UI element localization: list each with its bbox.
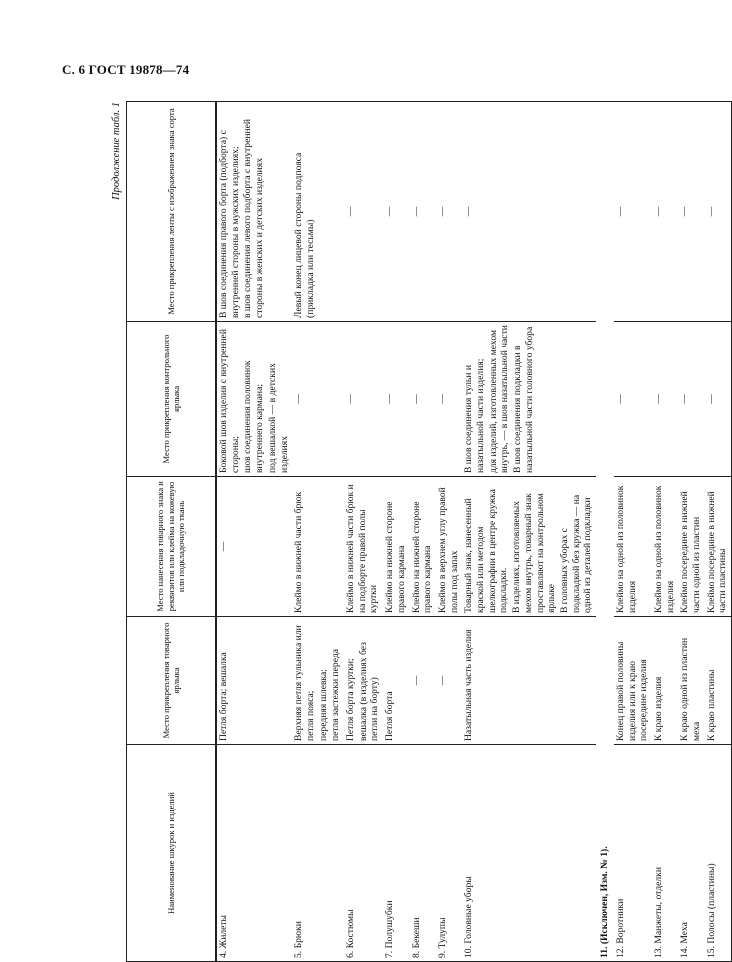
mark-place-cell — [652, 477, 678, 617]
control-place-cell — [344, 322, 383, 477]
label-place-cell — [678, 617, 704, 745]
control-place-cell — [410, 322, 436, 477]
cell-text: — — [652, 206, 664, 217]
item-name-cell: 15. Полосы (пластины) — [705, 745, 732, 962]
label-place-cell — [410, 617, 436, 745]
mark-place-cell — [462, 477, 596, 617]
ribbon-place-cell — [614, 102, 652, 322]
cell-text: Клеймо посередине в нижней части пластины — [705, 491, 729, 613]
item-name-cell: 11. (Исключен, Изм. № 1). — [596, 102, 614, 962]
mark-place-cell — [436, 477, 462, 617]
cell-text: Петля борта — [384, 691, 396, 741]
ribbon-place-cell — [436, 102, 462, 322]
cell-text: шов соединения половинок внутреннего кармана; — [242, 360, 266, 473]
cell-text: Петля борта куртки; — [345, 658, 357, 741]
item-name-cell: 7. Полушубки — [383, 745, 409, 962]
mark-place-cell — [216, 477, 292, 617]
cell-text: К краю пластины — [705, 669, 717, 741]
ribbon-place-cell — [216, 102, 292, 322]
cell-text: В головных уборах с подкладкой без кружка — на одной из деталей подкладки — [558, 494, 594, 613]
cell-text: К краю изделия — [652, 676, 664, 741]
item-name-cell: 12. Воротники — [614, 745, 652, 962]
label-place-cell — [705, 617, 732, 745]
cell-text: — — [436, 394, 448, 404]
item-name-cell: 9. Тулупы — [436, 745, 462, 962]
control-place-cell — [652, 322, 678, 477]
cell-text: — — [705, 394, 717, 404]
ribbon-place-cell — [705, 102, 732, 322]
table-row — [410, 102, 436, 962]
cell-text: Назатыльная часть изделия — [463, 629, 475, 741]
cell-text: — — [614, 394, 626, 404]
label-place-cell — [344, 617, 383, 745]
marking-table — [126, 101, 732, 962]
ribbon-place-cell — [292, 102, 344, 322]
cell-text: в шов соединения левого подборта с внутренней стороны в женских и детских изделиях — [242, 118, 266, 318]
label-place-cell — [462, 617, 596, 745]
cell-text: Клеймо в нижней части брюк — [293, 491, 305, 613]
control-place-cell — [383, 322, 409, 477]
item-name-cell: 6. Костюмы — [344, 745, 383, 962]
control-place-cell — [292, 322, 344, 477]
table-row — [383, 102, 409, 962]
cell-text: — — [679, 394, 691, 404]
cell-text: — — [463, 206, 475, 217]
cell-text: В шов соединения подкладки в назатыльной части головного убора — [512, 326, 535, 473]
cell-text: — — [410, 394, 422, 404]
cell-text: — — [705, 206, 717, 217]
mark-place-cell — [383, 477, 409, 617]
cell-text: Боковой шов изделия с внутренней стороны; — [218, 329, 241, 473]
table-row — [705, 102, 732, 962]
item-name-cell: 5. Брюки — [292, 745, 344, 962]
cell-text: Товарный знак, нанесенный краской или методом шелкографии в центре кружка подкладки. — [463, 489, 510, 613]
cell-text: — — [679, 206, 691, 217]
label-place-cell — [436, 617, 462, 745]
cell-text: — — [384, 394, 396, 404]
cell-text: В изделиях, изготовляемых мехом внутрь, товарный знак проставляют на контрольном ярлыке — [511, 493, 558, 613]
column-header-control-place: Место прикрепления контрольного ярлыка — [127, 322, 217, 477]
item-name-cell: 10. Головные уборы — [462, 745, 596, 962]
label-place-cell — [614, 617, 652, 745]
cell-text: В шов соединения тульи и назатыльной части изделия; — [463, 358, 487, 473]
mark-place-cell — [410, 477, 436, 617]
control-place-cell — [678, 322, 704, 477]
cell-text: — — [436, 206, 448, 217]
cell-text: Левый конец лицевой стороны подпояса (прикладка или тесьмы) — [293, 152, 316, 318]
rotated-table-block — [111, 102, 729, 962]
table-row — [596, 102, 614, 962]
ribbon-place-cell — [410, 102, 436, 322]
cell-text: — — [384, 206, 396, 217]
item-name-cell: 4. Жилеты — [216, 745, 292, 962]
cell-text: Клеймо на одной из половинок изделия — [614, 485, 638, 613]
cell-text: К краю одной из пластин меха — [679, 637, 703, 741]
cell-text: Клеймо в верхнем углу правой полы под запах — [436, 487, 460, 613]
table-row — [216, 102, 292, 962]
cell-text: — — [614, 206, 626, 217]
mark-place-cell — [344, 477, 383, 617]
column-header-ribbon-place: Место прикрепления ленты с изображением знака сорта — [127, 102, 217, 322]
cell-text: Верхняя петля тульника или петля пояса; — [293, 625, 316, 741]
control-place-cell — [436, 322, 462, 477]
label-place-cell — [652, 617, 678, 745]
mark-place-cell — [678, 477, 704, 617]
cell-text: — — [410, 675, 422, 686]
cell-text: — — [345, 394, 357, 404]
cell-text: Клеймо на одной из половинок изделия — [652, 485, 676, 613]
label-place-cell — [292, 617, 344, 745]
cell-text: передняя шлевка; — [317, 669, 329, 741]
label-place-cell — [216, 617, 292, 745]
control-place-cell — [216, 322, 292, 477]
cell-text: — — [436, 675, 448, 686]
control-place-cell — [614, 322, 652, 477]
cell-text: вешалка (в изделиях без петли на борту) — [357, 642, 381, 741]
ribbon-place-cell — [678, 102, 704, 322]
page-header: С. 6 ГОСТ 19878—74 — [62, 62, 190, 77]
cell-text: Клеймо на нижней стороне правого кармана — [384, 501, 407, 613]
mark-place-cell — [614, 477, 652, 617]
table-row — [614, 102, 652, 962]
cell-text: Клеймо посередине в нижней части одной из пластин — [679, 491, 703, 613]
table-row — [678, 102, 704, 962]
table-row — [292, 102, 344, 962]
column-header-name: Наименование шкурок и изделий — [127, 745, 217, 962]
cell-text: — — [410, 206, 422, 217]
table-row — [462, 102, 596, 962]
ribbon-place-cell — [652, 102, 678, 322]
item-name-cell: 13. Манжеты, отделки — [652, 745, 678, 962]
table-row — [436, 102, 462, 962]
cell-text: В шов соединения правого борта (подборта) с внутренней стороны в мужских изделиях; — [218, 130, 241, 318]
mark-place-cell — [705, 477, 732, 617]
cell-text: — — [218, 541, 229, 552]
ribbon-place-cell — [383, 102, 409, 322]
column-header-mark-place: Место нанесения товарного знака и реквизитов или клейма на кожевую или подкладочную ткань — [127, 477, 217, 617]
cell-text: — — [293, 394, 305, 404]
table-row — [344, 102, 383, 962]
table-row — [652, 102, 678, 962]
control-place-cell — [705, 322, 732, 477]
cell-text: для изделий, изготовленных мехом внутрь, — в шов назатыльной части — [487, 325, 511, 473]
item-name-cell: 8. Бекеши — [410, 745, 436, 962]
cell-text: Клеймо в нижней части брюк и на подборте правой полы куртки — [345, 484, 380, 613]
column-header-label-place: Место прикрепления товарного ярлыка — [127, 617, 217, 745]
control-place-cell — [462, 322, 596, 477]
mark-place-cell — [292, 477, 344, 617]
table-body — [216, 102, 732, 962]
ribbon-place-cell — [462, 102, 596, 322]
ribbon-place-cell — [344, 102, 383, 322]
label-place-cell — [383, 617, 409, 745]
cell-text: Петля борта; вешалка — [218, 652, 229, 741]
table-caption: Продолжение табл. 1 — [111, 102, 122, 200]
cell-text: — — [652, 394, 664, 404]
table-header-row — [127, 102, 217, 962]
cell-text: — — [345, 206, 357, 217]
cell-text: под вешалкой — в детских изделиях — [266, 363, 290, 473]
item-name-cell: 14. Меха — [678, 745, 704, 962]
cell-text: петля застежки переда — [330, 649, 342, 741]
cell-text: Клеймо на нижней стороне правого кармана — [410, 501, 434, 613]
cell-text: Конец правой половины изделия или к краю посередине изделия — [614, 641, 650, 741]
